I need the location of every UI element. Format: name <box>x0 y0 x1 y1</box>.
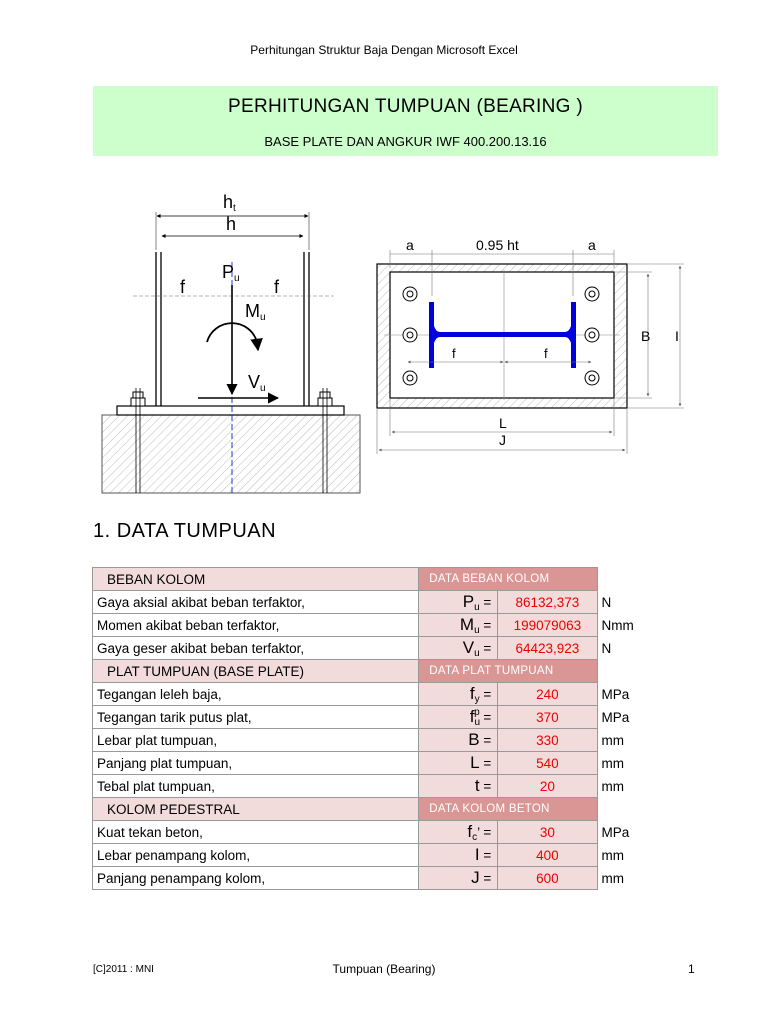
parameter-unit: Nmm <box>601 617 634 633</box>
table-row <box>93 614 654 637</box>
footer-title: Tumpuan (Bearing) <box>332 962 436 976</box>
parameter-label: Tebal plat tumpuan, <box>93 775 419 798</box>
j-label: J <box>499 432 506 448</box>
parameter-value[interactable]: 400 <box>498 844 597 867</box>
parameter-value[interactable]: 370 <box>498 706 597 729</box>
h-label: h <box>226 214 237 234</box>
title-banner <box>93 86 718 156</box>
parameter-unit: MPa <box>601 709 630 725</box>
table-row <box>93 844 654 867</box>
page-subtitle: BASE PLATE DAN ANGKUR IWF 400.200.13.16 <box>264 134 547 149</box>
group-label: KOLOM PEDESTRAL <box>93 798 419 821</box>
group-data-header: DATA PLAT TUMPUAN <box>419 660 597 683</box>
parameter-unit: N <box>601 640 612 656</box>
l-label: L <box>499 415 507 431</box>
table-row <box>93 706 654 729</box>
table-row <box>93 729 654 752</box>
f-left-label: f <box>180 277 186 297</box>
table-row <box>93 867 654 890</box>
base-plate-plan-diagram <box>370 230 700 455</box>
table-row <box>93 683 654 706</box>
parameter-symbol: $f_y$ = <box>419 683 498 706</box>
table-row <box>93 752 654 775</box>
parameter-value[interactable]: 64423,923 <box>498 637 597 660</box>
parameter-unit: MPa <box>601 686 630 702</box>
table-row <box>93 821 654 844</box>
parameter-symbol: B = <box>419 729 498 752</box>
parameter-symbol: $V_u$ = <box>419 637 498 660</box>
group-data-header: DATA BEBAN KOLOM <box>419 568 597 591</box>
foundation-block <box>102 415 360 493</box>
parameter-label: Gaya geser akibat beban terfaktor, <box>93 637 419 660</box>
page-title: PERHITUNGAN TUMPUAN (BEARING ) <box>228 96 583 117</box>
group-label: BEBAN KOLOM <box>93 568 419 591</box>
group-header-row <box>93 660 654 683</box>
parameter-label: Gaya aksial akibat beban terfaktor, <box>93 591 419 614</box>
ht-width-label: 0.95 ht <box>476 237 519 253</box>
parameter-symbol: J = <box>419 867 498 890</box>
group-header-row <box>93 798 654 821</box>
document-header: Perhitungan Struktur Baja Dengan Microsoft Excel <box>250 43 518 57</box>
table-row <box>93 775 654 798</box>
parameter-unit: mm <box>601 847 625 863</box>
parameter-symbol: L = <box>419 752 498 775</box>
i-label: I <box>675 328 679 344</box>
base-plate <box>117 406 344 415</box>
mu-label: Mu <box>245 301 266 323</box>
parameter-unit: mm <box>601 870 625 886</box>
parameter-value[interactable]: 330 <box>498 729 597 752</box>
parameter-unit: MPa <box>601 824 630 840</box>
parameter-value[interactable]: 20 <box>498 775 597 798</box>
b-label: B <box>641 328 651 344</box>
parameter-label: Panjang penampang kolom, <box>93 867 419 890</box>
parameter-value[interactable]: 240 <box>498 683 597 706</box>
parameter-value[interactable]: 199079063 <box>498 614 597 637</box>
group-header-row <box>93 568 654 591</box>
parameter-label: Momen akibat beban terfaktor, <box>93 614 419 637</box>
vu-label: Vu <box>248 372 266 394</box>
pu-label: Pu <box>222 262 240 284</box>
parameter-label: Tegangan tarik putus plat, <box>93 706 419 729</box>
parameter-symbol: $M_u$ = <box>419 614 498 637</box>
f-left-dim-label: f <box>452 346 456 361</box>
a-right-label: a <box>588 237 596 253</box>
group-data-header: DATA KOLOM BETON <box>419 798 597 821</box>
column-elevation-diagram <box>95 185 375 500</box>
parameter-label: Tegangan leleh baja, <box>93 683 419 706</box>
parameter-symbol: $f_u^p$ = <box>419 706 498 729</box>
ht-label: ht <box>223 192 236 214</box>
parameter-value[interactable]: 86132,373 <box>498 591 597 614</box>
parameter-symbol: t = <box>419 775 498 798</box>
parameter-unit: mm <box>601 755 625 771</box>
table-row <box>93 591 654 614</box>
parameter-unit: mm <box>601 778 625 794</box>
parameter-unit: mm <box>601 732 625 748</box>
parameter-label: Kuat tekan beton, <box>93 821 419 844</box>
data-tumpuan-table <box>92 567 654 890</box>
f-right-dim-label: f <box>544 346 548 361</box>
parameter-symbol: $f_c$’ = <box>419 821 498 844</box>
parameter-unit: N <box>601 594 612 610</box>
parameter-symbol: I = <box>419 844 498 867</box>
parameter-value[interactable]: 30 <box>498 821 597 844</box>
section-title: 1. DATA TUMPUAN <box>93 520 277 542</box>
parameter-symbol: $P_u$ = <box>419 591 498 614</box>
parameter-value[interactable]: 540 <box>498 752 597 775</box>
parameter-label: Lebar plat tumpuan, <box>93 729 419 752</box>
footer-copyright: [C]2011 : MNI <box>93 964 154 975</box>
parameter-label: Lebar penampang kolom, <box>93 844 419 867</box>
table-row <box>93 637 654 660</box>
unit-cell <box>597 798 653 821</box>
page-number: 1 <box>688 962 695 976</box>
f-right-label: f <box>274 277 280 297</box>
parameter-value[interactable]: 600 <box>498 867 597 890</box>
a-left-label: a <box>406 237 414 253</box>
group-label: PLAT TUMPUAN (BASE PLATE) <box>93 660 419 683</box>
unit-cell <box>597 568 653 591</box>
parameter-label: Panjang plat tumpuan, <box>93 752 419 775</box>
unit-cell <box>597 660 653 683</box>
